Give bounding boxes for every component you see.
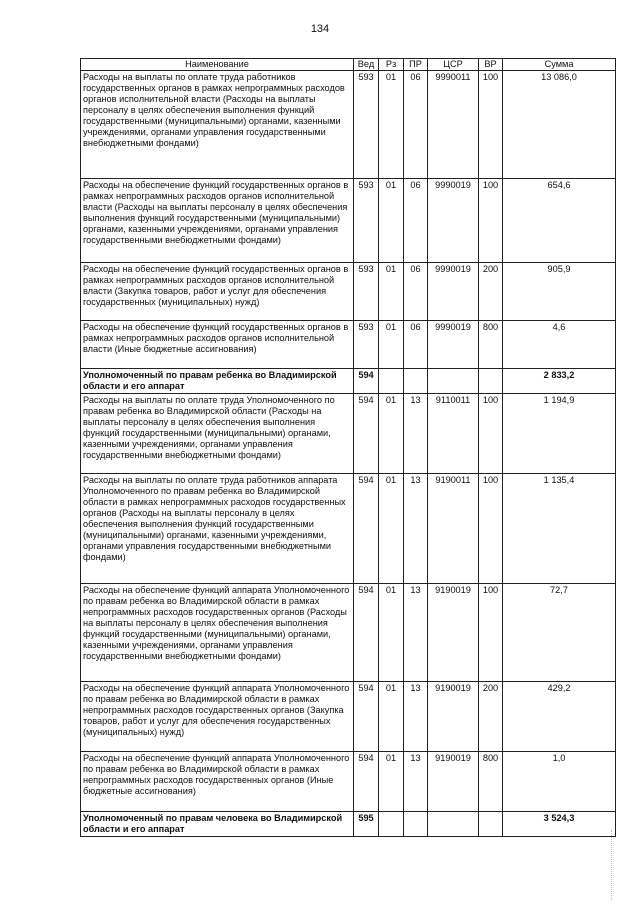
table-row	[81, 321, 616, 369]
cell-vr: 100	[479, 179, 503, 263]
cell-rz: 01	[379, 682, 404, 752]
header-ved: Вед	[354, 59, 379, 71]
cell-ved: 594	[354, 752, 379, 812]
cell-name: Расходы на обеспечение функций государственных органов в рамках непрограммных расходов органов исполнительной власти (Расходы на выплаты персоналу в целях обеспечения выполнения функций государственными (муниципальными) органами, казенными учреждениями, органами управления государственными внебюджетными фондами)	[81, 179, 354, 263]
cell-ved: 593	[354, 71, 379, 179]
cell-rz: 01	[379, 321, 404, 369]
cell-rz	[379, 812, 404, 837]
table-row	[81, 584, 616, 682]
cell-pr: 06	[404, 263, 428, 321]
cell-name: Уполномоченный по правам человека во Владимирской области и его аппарат	[81, 812, 354, 837]
cell-vr: 100	[479, 474, 503, 584]
cell-pr	[404, 812, 428, 837]
cell-rz: 01	[379, 71, 404, 179]
cell-ved: 594	[354, 369, 379, 394]
header-row	[81, 59, 616, 71]
cell-pr: 06	[404, 71, 428, 179]
cell-ved: 593	[354, 179, 379, 263]
cell-csr: 9990019	[428, 321, 479, 369]
cell-name: Расходы на выплаты по оплате труда работников аппарата Уполномоченного по правам ребенка во Владимирской области в рамках непрограммных расходов государственных органов (Расходы на выплаты персоналу в целях обеспечения выполнения функций государственными (муниципальными) органами, казенными учреждениями, органами управления государственными внебюджетными фондами)	[81, 474, 354, 584]
cell-vr: 200	[479, 682, 503, 752]
cell-sum: 1,0	[503, 752, 616, 812]
cell-rz: 01	[379, 394, 404, 474]
cell-csr	[428, 812, 479, 837]
table-row	[81, 179, 616, 263]
cell-csr: 9190019	[428, 584, 479, 682]
cell-csr: 9990019	[428, 263, 479, 321]
cell-csr: 9990019	[428, 179, 479, 263]
cell-sum: 905,9	[503, 263, 616, 321]
cell-name: Расходы на выплаты по оплате труда работников государственных органов в рамках непрограммных расходов органов исполнительной власти (Расходы на выплаты персоналу в целях обеспечения выполнения функций государственными (муниципальными) органами, казенными учреждениями, органами управления государственными внебюджетными фондами)	[81, 71, 354, 179]
table-row	[81, 263, 616, 321]
budget-table	[80, 58, 616, 837]
cell-vr: 100	[479, 71, 503, 179]
cell-ved: 594	[354, 474, 379, 584]
cell-rz: 01	[379, 263, 404, 321]
header-name: Наименование	[81, 59, 354, 71]
table-row-section	[81, 369, 616, 394]
header-pr: ПР	[404, 59, 428, 71]
cell-vr: 100	[479, 584, 503, 682]
page-number: 134	[310, 23, 330, 35]
cell-csr	[428, 369, 479, 394]
cell-sum: 1 135,4	[503, 474, 616, 584]
cell-ved: 595	[354, 812, 379, 837]
cell-ved: 594	[354, 682, 379, 752]
cell-pr: 13	[404, 584, 428, 682]
header-csr: ЦСР	[428, 59, 479, 71]
header-sum: Сумма	[503, 59, 616, 71]
cell-pr: 13	[404, 682, 428, 752]
cell-sum: 4,6	[503, 321, 616, 369]
cell-vr: 200	[479, 263, 503, 321]
cell-ved: 593	[354, 263, 379, 321]
table-row	[81, 71, 616, 179]
cell-pr: 13	[404, 394, 428, 474]
table-row-section	[81, 812, 616, 837]
cell-name: Расходы на обеспечение функций аппарата Уполномоченного по правам ребенка во Владимирской области в рамках непрограммных расходов государственных органов (Закупка товаров, работ и услуг для обеспечения государственных (муниципальных) нужд)	[81, 682, 354, 752]
cell-csr: 9990011	[428, 71, 479, 179]
cell-csr: 9190019	[428, 682, 479, 752]
cell-pr: 13	[404, 474, 428, 584]
cell-name: Расходы на обеспечение функций государственных органов в рамках непрограммных расходов органов исполнительной власти (Закупка товаров, работ и услуг для обеспечения государственных (муниципальных) нужд)	[81, 263, 354, 321]
cell-pr: 13	[404, 752, 428, 812]
cell-pr: 06	[404, 179, 428, 263]
cell-rz: 01	[379, 752, 404, 812]
table-row	[81, 394, 616, 474]
cell-sum: 13 086,0	[503, 71, 616, 179]
cell-rz	[379, 369, 404, 394]
cell-ved: 593	[354, 321, 379, 369]
cell-sum: 72,7	[503, 584, 616, 682]
cell-sum: 1 194,9	[503, 394, 616, 474]
cell-ved: 594	[354, 394, 379, 474]
cell-rz: 01	[379, 474, 404, 584]
cell-pr	[404, 369, 428, 394]
cell-csr: 9190011	[428, 474, 479, 584]
header-rz: Рз	[379, 59, 404, 71]
cell-name: Уполномоченный по правам ребенка во Владимирской области и его аппарат	[81, 369, 354, 394]
scan-margin-marks	[609, 830, 612, 900]
cell-name: Расходы на обеспечение функций государственных органов в рамках непрограммных расходов органов исполнительной власти (Иные бюджетные ассигнования)	[81, 321, 354, 369]
cell-vr	[479, 369, 503, 394]
cell-vr: 800	[479, 752, 503, 812]
header-vr: ВР	[479, 59, 503, 71]
cell-rz: 01	[379, 584, 404, 682]
cell-name: Расходы на обеспечение функций аппарата Уполномоченного по правам ребенка во Владимирской области в рамках непрограммных расходов государственных органов (Расходы на выплаты персоналу в целях обеспечения выполнения функций государственными (муниципальными) органами, казенными учреждениями, органами управления государственными внебюджетными фондами)	[81, 584, 354, 682]
cell-sum: 3 524,3	[503, 812, 616, 837]
cell-sum: 654,6	[503, 179, 616, 263]
cell-name: Расходы на выплаты по оплате труда Уполномоченного по правам ребенка во Владимирской области (Расходы на выплаты персоналу в целях обеспечения выполнения функций государственными (муниципальными) органами, казенными учреждениями, органами управления государственными внебюджетными фондами)	[81, 394, 354, 474]
cell-csr: 9110011	[428, 394, 479, 474]
table-row	[81, 752, 616, 812]
cell-vr	[479, 812, 503, 837]
cell-sum: 429,2	[503, 682, 616, 752]
table-row	[81, 682, 616, 752]
cell-csr: 9190019	[428, 752, 479, 812]
cell-ved: 594	[354, 584, 379, 682]
cell-vr: 800	[479, 321, 503, 369]
cell-sum: 2 833,2	[503, 369, 616, 394]
cell-vr: 100	[479, 394, 503, 474]
cell-name: Расходы на обеспечение функций аппарата Уполномоченного по правам ребенка во Владимирской области в рамках непрограммных расходов государственных органов (Иные бюджетные ассигнования)	[81, 752, 354, 812]
cell-pr: 06	[404, 321, 428, 369]
table-row	[81, 474, 616, 584]
cell-rz: 01	[379, 179, 404, 263]
